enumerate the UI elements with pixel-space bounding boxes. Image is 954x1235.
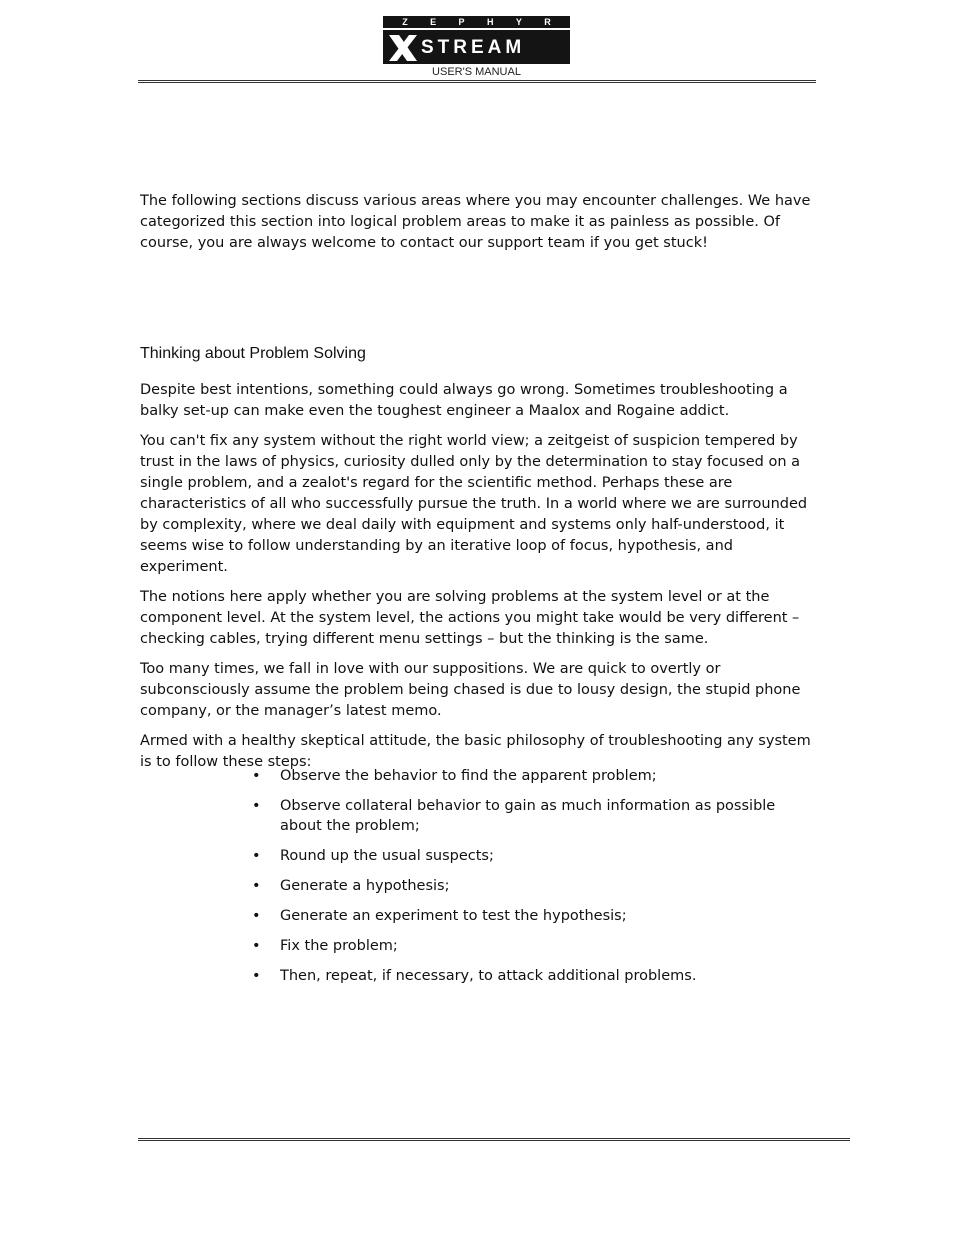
bullet-icon: • <box>252 878 261 894</box>
logo-letter: P <box>458 17 465 27</box>
list-item <box>250 846 816 866</box>
section-heading: Thinking about Problem Solving <box>140 345 366 362</box>
step-text: Generate a hypothesis; <box>280 878 450 894</box>
bullet-icon: • <box>252 908 261 924</box>
list-item <box>250 936 816 956</box>
bullet-icon: • <box>252 768 261 784</box>
step-text: Generate an experiment to test the hypothesis; <box>280 908 627 924</box>
body-paragraph: Despite best intentions, something could always go wrong. Sometimes troubleshooting a balky set-up can make even the toughest engineer a Maalox and Rogaine addict. <box>140 382 788 419</box>
logo-letter: Y <box>515 17 522 27</box>
bullet-icon: • <box>252 848 261 864</box>
logo-letter: Z <box>402 17 408 27</box>
list-item <box>250 906 816 926</box>
footer-rule <box>138 1138 850 1141</box>
manual-label: USER'S MANUAL <box>432 66 521 78</box>
logo-letter: E <box>430 17 437 27</box>
step-text: Round up the usual suspects; <box>280 848 494 864</box>
logo-letter: R <box>544 17 551 27</box>
list-item <box>250 796 816 836</box>
logo-wordmark <box>383 32 570 64</box>
body-paragraph: The notions here apply whether you are solving problems at the system level or at the component level. At the system level, the actions you might take would be very different – checking cables, trying different menu settings – but the thinking is the same. <box>140 589 800 647</box>
logo-top-letters <box>383 16 570 28</box>
logo-word: STREAM <box>421 37 526 58</box>
step-text: Observe the behavior to find the apparent problem; <box>280 768 657 784</box>
step-text: Observe collateral behavior to gain as much information as possible about the problem; <box>280 798 776 834</box>
logo-letter: H <box>486 17 494 27</box>
logo-divider <box>383 28 570 30</box>
intro-section <box>140 191 816 254</box>
body-paragraph: Too many times, we fall in love with our suppositions. We are quick to overtly or subconsciously assume the problem being chased is due to lousy design, the stupid phone company, or the manager’s latest memo. <box>140 661 801 719</box>
list-item <box>250 966 816 986</box>
list-item <box>250 876 816 896</box>
bullet-icon: • <box>252 968 261 984</box>
body-paragraph: Armed with a healthy skeptical attitude, the basic philosophy of troubleshooting any system is to follow these steps: <box>140 733 811 770</box>
zephyr-xstream-logo <box>383 16 570 64</box>
list-item <box>250 766 816 786</box>
section-body <box>140 380 816 782</box>
bullet-icon: • <box>252 938 261 954</box>
header-rule <box>138 80 816 83</box>
step-text: Fix the problem; <box>280 938 398 954</box>
logo-x-icon <box>383 32 425 64</box>
bullet-icon: • <box>252 798 261 814</box>
intro-paragraph: The following sections discuss various areas where you may encounter challenges. We have categorized this section into logical problem areas to make it as painless as possible. Of course, you are always welcome to contact our support team if you get stuck! <box>140 193 811 251</box>
body-paragraph: You can't fix any system without the right world view; a zeitgeist of suspicion tempered by trust in the laws of physics, curiosity dulled only by the determination to stay focused on a single problem, and a zealot's regard for the scientific method. Perhaps these are characteristics of all who successfully pursue the truth. In a world where we are surrounded by complexity, where we deal daily with equipment and systems only half-understood, it seems wise to follow understanding by an iterative loop of focus, hypothesis, and experiment. <box>140 433 808 575</box>
step-text: Then, repeat, if necessary, to attack additional problems. <box>280 968 697 984</box>
steps-list <box>250 766 816 996</box>
